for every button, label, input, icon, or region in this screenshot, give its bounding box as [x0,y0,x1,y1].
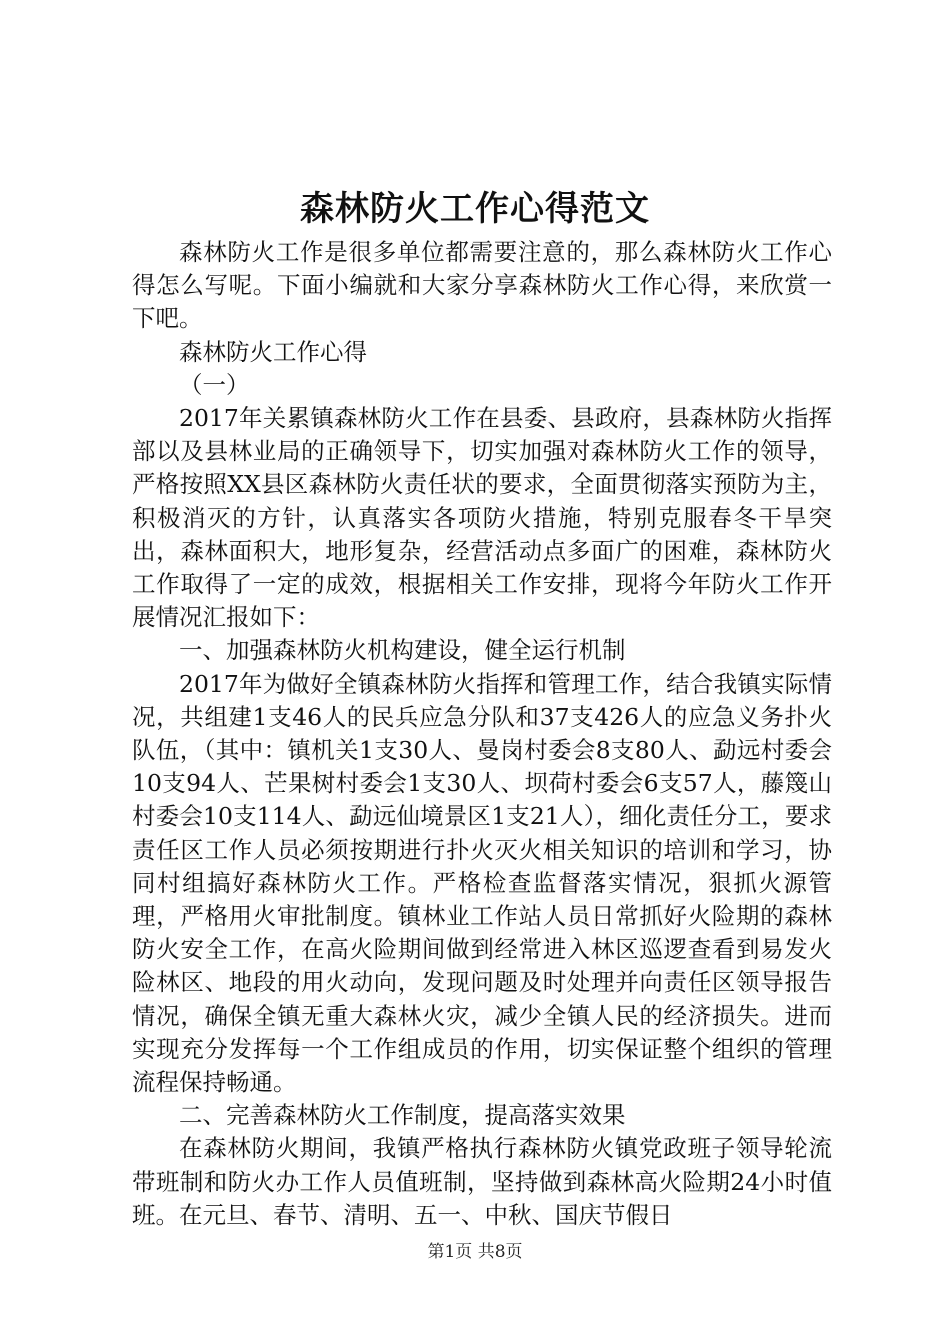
paragraph-overview: 2017年关累镇森林防火工作在县委、县政府，县森林防火指挥部以及县林业局的正确领导下，切实加强对森林防火工作的领导，严格按照XX县区森林防火责任状的要求，全面贯彻落实预防为主，积极消灭的方针，认真落实各项防火措施，特别克服春冬干旱突出，森林面积大，地形复杂，经营活动点多面广的困难，森林防火工作取得了一定的成效，根据相关工作安排，现将今年防火工作开展情况汇报如下： [132,404,832,632]
heading-one: 一、加强森林防火机构建设，健全运行机制 [179,636,626,665]
heading-two: 二、完善森林防火工作制度，提高落实效果 [179,1101,626,1130]
subsection-number: （一） [179,370,250,399]
document-body [132,236,832,1232]
paragraph-organization: 2017年为做好全镇森林防火指挥和管理工作，结合我镇实际情况，共组建1支46人的民兵应急分队和37支426人的应急义务扑火队伍，（其中：镇机关1支30人、曼岗村委会8支80人、勐远村委会10支94人、芒果树村委会1支30人、坝荷村委会6支57人，藤篾山村委会10支114人、勐远仙境景区1支21人），细化责任分工，要求责任区工作人员必须按期进行扑火灭火相关知识的培训和学习，协同村组搞好森林防火工作。严格检查监督落实情况，狠抓火源管理，严格用火审批制度。镇林业工作站人员日常抓好火险期的森林防火安全工作，在高火险期间做到经常进入林区巡逻查看到易发火险林区、地段的用火动向，发现问题及时处理并向责任区领导报告情况，确保全镇无重大森林火灾，减少全镇人民的经济损失。进而实现充分发挥每一个工作组成员的作用，切实保证整个组织的管理流程保持畅通。 [132,669,832,1097]
paragraph-intro: 森林防火工作是很多单位都需要注意的，那么森林防火工作心得怎么写呢。下面小编就和大家分享森林防火工作心得，来欣赏一下吧。 [132,238,832,333]
section-heading: 森林防火工作心得 [179,337,367,366]
page-number-footer: 第1页 共8页 [427,1242,523,1262]
paragraph-duty: 在森林防火期间，我镇严格执行森林防火镇党政班子领导轮流带班制和防火办工作人员值班制，坚持做到森林高火险期24小时值班。在元旦、春节、清明、五一、中秋、国庆节假日 [132,1134,832,1229]
document-title: 森林防火工作心得范文 [300,189,650,229]
